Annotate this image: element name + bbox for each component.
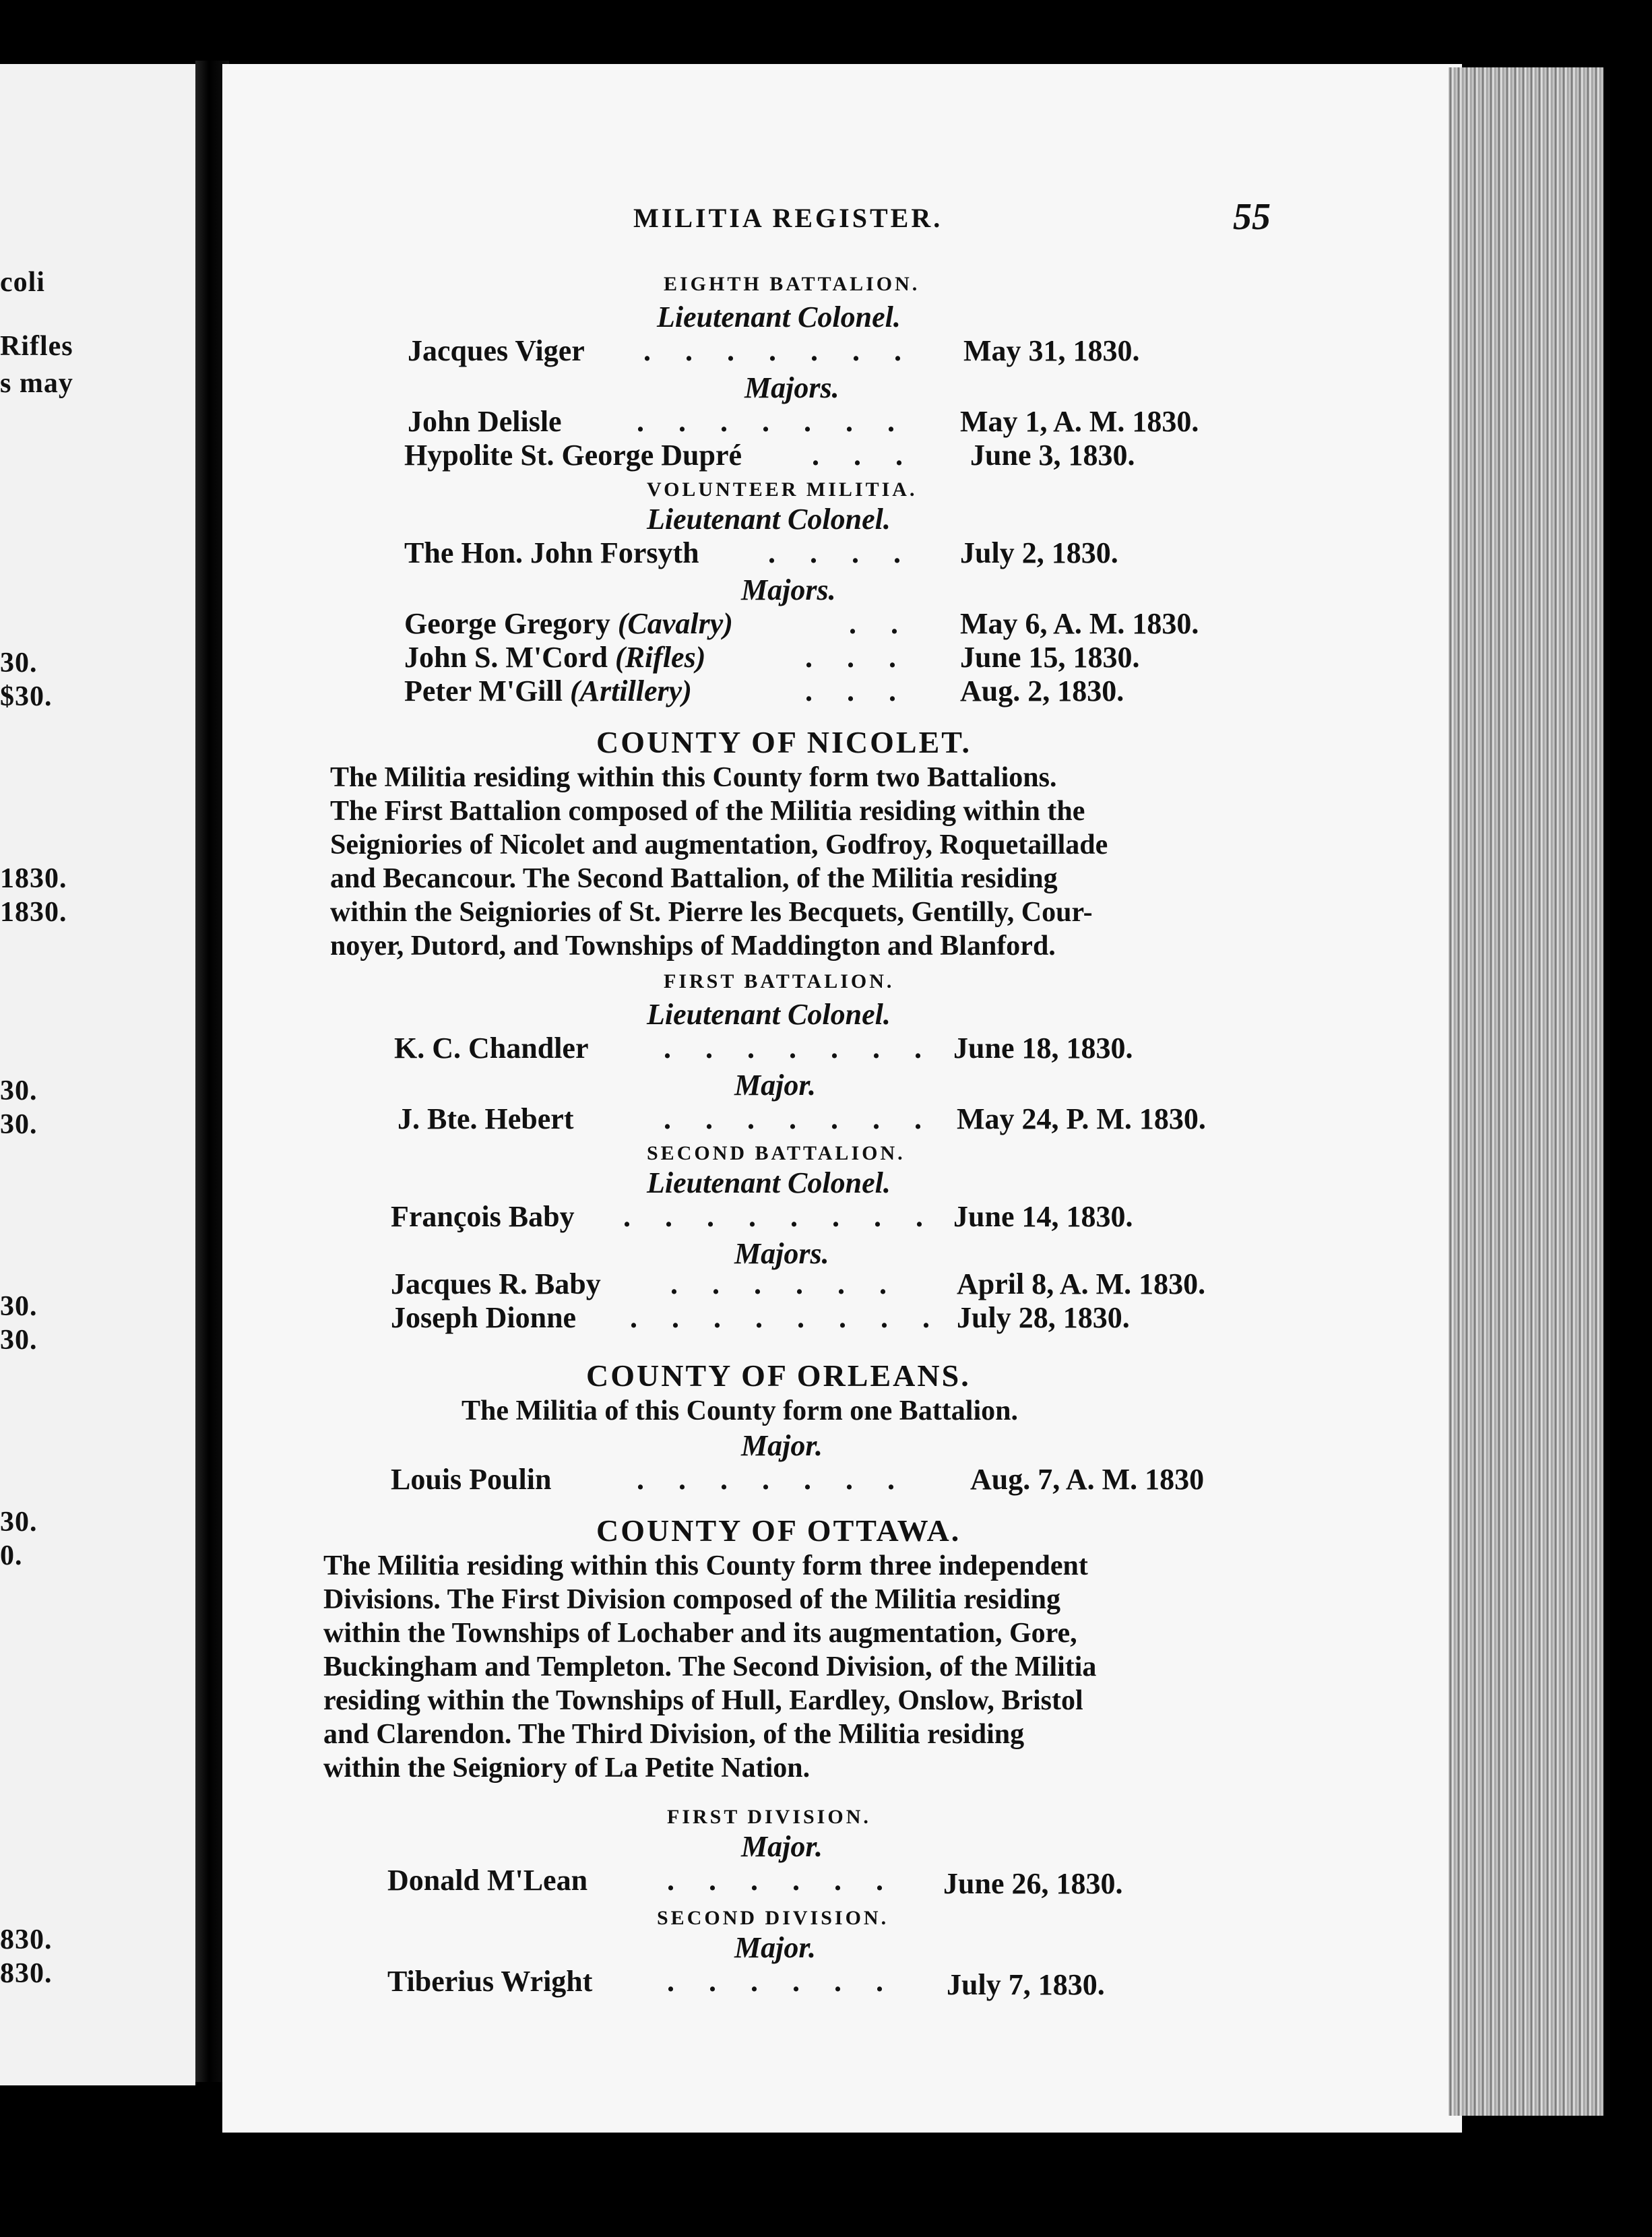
officer-name: Donald M'Lean (387, 1864, 588, 1897)
commission-date: April 8, A. M. 1830. (957, 1267, 1206, 1300)
officer-name: Jacques Viger (408, 334, 585, 367)
officer-name: François Baby (391, 1200, 575, 1233)
county-heading: COUNTY OF ORLEANS. (586, 1358, 971, 1393)
officer-name (404, 674, 692, 708)
officer-name (404, 606, 733, 641)
rank-heading: Lieutenant Colonel. (647, 503, 891, 536)
paragraph-line: The First Battalion composed of the Militia residing within the (330, 796, 1085, 827)
leader-dots: . . . . . . (667, 1965, 897, 1998)
officer-name: J. Bte. Hebert (398, 1102, 574, 1135)
left-page-fragment: 30. (0, 1325, 38, 1356)
commission-date: May 24, P. M. 1830. (957, 1102, 1206, 1135)
leader-dots: . . . . . . . (637, 405, 908, 438)
officer-name-text: Peter M'Gill (404, 674, 563, 707)
commission-date: July 2, 1830. (960, 536, 1118, 569)
running-header: MILITIA REGISTER. (633, 203, 943, 233)
paragraph-line: within the Townships of Lochaber and its augmentation, Gore, (323, 1618, 1077, 1649)
officer-name: K. C. Chandler (394, 1032, 589, 1065)
leader-dots: . . . . . . . (637, 1463, 908, 1496)
rank-heading: Major. (734, 1931, 817, 1964)
rank-heading: Lieutenant Colonel. (657, 301, 901, 334)
left-page-fragment: s may (0, 368, 73, 399)
officer-name: Tiberius Wright (387, 1965, 593, 1998)
section-heading: VOLUNTEER MILITIA. (647, 478, 918, 501)
officer-name: Louis Poulin (391, 1463, 552, 1496)
rank-heading: Majors. (741, 573, 836, 606)
page-edge (1449, 67, 1603, 2116)
commission-date: May 1, A. M. 1830. (960, 405, 1199, 438)
leader-dots: . . . . . . (667, 1864, 897, 1897)
paragraph-line: The Militia residing within this County form three independent (323, 1550, 1088, 1581)
left-page-fragment: 30. (0, 1109, 38, 1140)
left-page-fragment: coli (0, 267, 45, 298)
commission-date: July 28, 1830. (957, 1301, 1130, 1334)
unit-label: (Cavalry) (617, 607, 733, 640)
rank-heading: Major. (741, 1830, 823, 1863)
officer-name: Joseph Dionne (391, 1301, 577, 1334)
rank-heading: Majors. (734, 1237, 829, 1270)
officer-name-text: John S. M'Cord (404, 641, 608, 674)
section-heading: FIRST DIVISION. (667, 1806, 871, 1828)
commission-date: June 26, 1830. (943, 1867, 1123, 1900)
paragraph-line: and Becancour. The Second Battalion, of the Militia residing (330, 863, 1058, 894)
commission-date: Aug. 7, A. M. 1830 (970, 1463, 1205, 1496)
section-heading: SECOND BATTALION. (647, 1142, 906, 1164)
left-page-fragment: 0. (0, 1540, 23, 1571)
commission-date: June 14, 1830. (953, 1200, 1133, 1233)
leader-dots: . . . . . . . (664, 1032, 935, 1065)
officer-name (404, 640, 705, 674)
officer-name: Jacques R. Baby (391, 1267, 601, 1300)
left-page-fragment: Rifles (0, 331, 73, 362)
left-page (0, 64, 195, 2085)
left-page-fragment: 1830. (0, 897, 67, 928)
leader-dots: . . . . . . . . (623, 1200, 936, 1233)
commission-date: June 3, 1830. (970, 439, 1135, 472)
leader-dots: . . . . . . . (643, 334, 915, 367)
county-heading: COUNTY OF NICOLET. (596, 725, 972, 759)
officer-name: The Hon. John Forsyth (404, 536, 699, 569)
commission-date: May 31, 1830. (963, 334, 1140, 367)
left-page-fragment: 830. (0, 1958, 53, 1989)
paragraph-line: noyer, Dutord, and Townships of Maddington and Blanford. (330, 931, 1056, 962)
leader-dots: . . . . . . . (664, 1102, 935, 1135)
left-page-fragment: 30. (0, 1507, 38, 1538)
county-heading: COUNTY OF OTTAWA. (596, 1513, 961, 1548)
officer-name-text: George Gregory (404, 607, 610, 640)
orleans-paragraph: The Militia of this County form one Battalion. (462, 1395, 1018, 1426)
page-number: 55 (1233, 196, 1271, 238)
left-page-fragment: 30. (0, 648, 38, 679)
paragraph-line: The Militia residing within this County form two Battalions. (330, 762, 1057, 793)
leader-dots: . . . . . . . . (630, 1301, 943, 1334)
unit-label: (Artillery) (569, 674, 692, 707)
rank-heading: Major. (741, 1429, 823, 1462)
paragraph-line: Buckingham and Templeton. The Second Division, of the Militia (323, 1651, 1097, 1682)
paragraph-line: residing within the Townships of Hull, Eardley, Onslow, Bristol (323, 1685, 1083, 1716)
paragraph-line: within the Seigniory of La Petite Nation. (323, 1753, 811, 1784)
commission-date: Aug. 2, 1830. (960, 674, 1124, 707)
paragraph-line: Divisions. The First Division composed of the Militia residing (323, 1584, 1061, 1615)
left-page-fragment: 1830. (0, 863, 67, 894)
commission-date: July 7, 1830. (947, 1968, 1105, 2001)
leader-dots: . . . (805, 641, 910, 674)
leader-dots: . . . (805, 674, 910, 707)
section-heading: FIRST BATTALION. (664, 970, 895, 993)
section-heading: EIGHTH BATTALION. (664, 273, 920, 295)
left-page-fragment: 830. (0, 1924, 53, 1955)
rank-heading: Lieutenant Colonel. (647, 998, 891, 1031)
left-page-fragment: $30. (0, 681, 53, 712)
left-page-fragment: 30. (0, 1075, 38, 1106)
commission-date: June 18, 1830. (953, 1032, 1133, 1065)
leader-dots: . . . (812, 439, 916, 472)
section-heading: SECOND DIVISION. (657, 1907, 889, 1929)
paragraph-line: within the Seigniories of St. Pierre les Becquets, Gentilly, Cour- (330, 897, 1093, 928)
unit-label: (Rifles) (614, 641, 706, 674)
officer-name: Hypolite St. George Dupré (404, 439, 742, 472)
leader-dots: . . (849, 607, 912, 640)
rank-heading: Major. (734, 1069, 817, 1102)
rank-heading: Majors. (744, 371, 839, 404)
left-page-fragment: 30. (0, 1291, 38, 1322)
commission-date: May 6, A. M. 1830. (960, 607, 1199, 640)
rank-heading: Lieutenant Colonel. (647, 1166, 891, 1199)
commission-date: June 15, 1830. (960, 641, 1140, 674)
officer-name: John Delisle (408, 405, 562, 438)
leader-dots: . . . . (768, 536, 914, 569)
paragraph-line: and Clarendon. The Third Division, of the Militia residing (323, 1719, 1025, 1750)
paragraph-line: Seigniories of Nicolet and augmentation, Godfroy, Roquetaillade (330, 829, 1108, 860)
leader-dots: . . . . . . (670, 1267, 900, 1300)
